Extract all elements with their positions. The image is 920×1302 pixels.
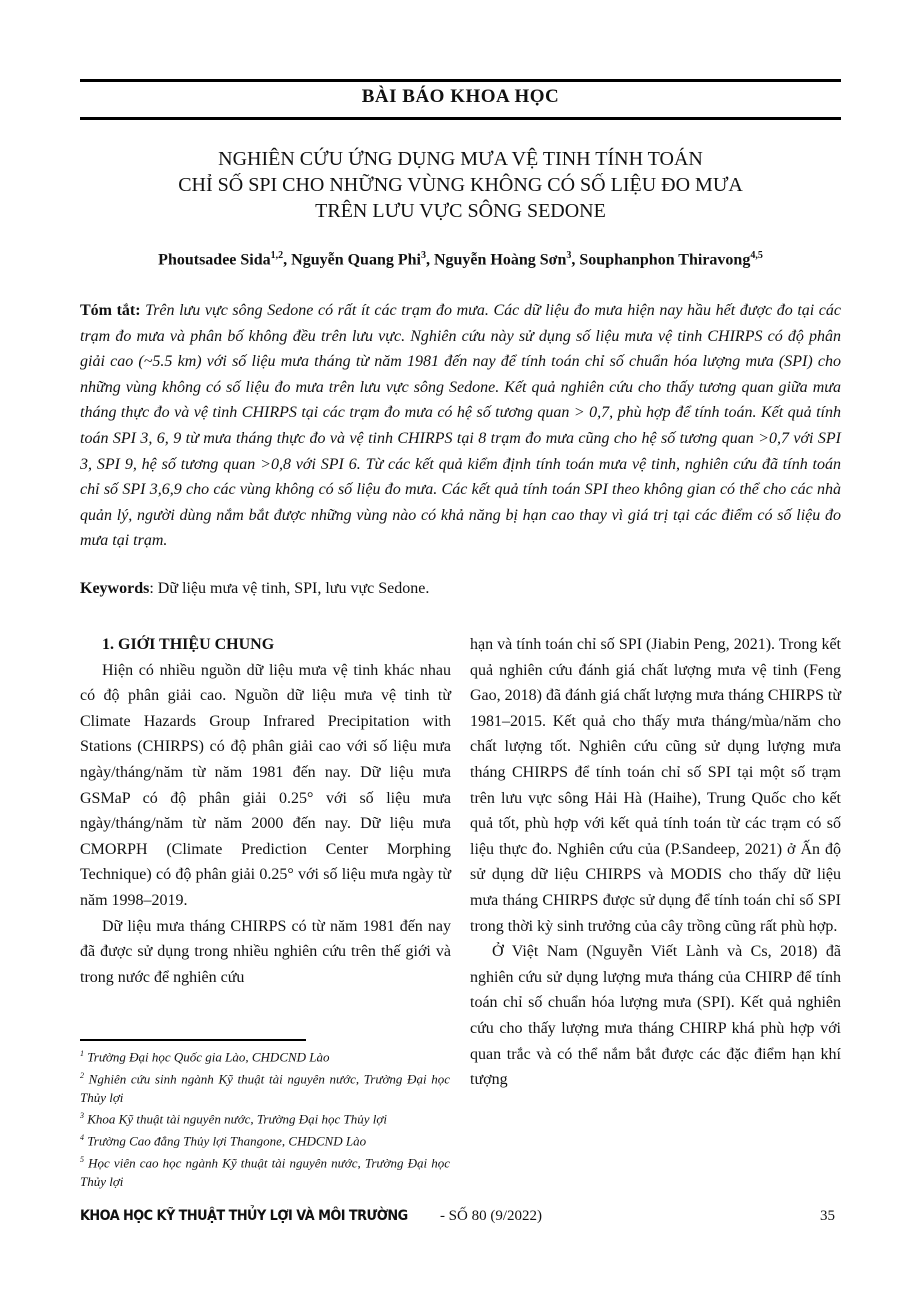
author-affiliation: 3	[420, 250, 426, 261]
page-number: 35	[820, 1208, 835, 1224]
keywords-label: Keywords	[80, 580, 150, 597]
title-line: NGHIÊN CỨU ỨNG DỤNG MƯA VỆ TINH TÍNH TOÁN	[218, 148, 703, 170]
footnotes	[80, 1045, 450, 1191]
footnote-text: Khoa Kỹ thuật tài nguyên nước, Trường Đại học Thủy lợi	[84, 1111, 387, 1127]
footnote	[80, 1129, 450, 1151]
section-label: BÀI BÁO KHOA HỌC	[361, 86, 560, 107]
journal-issue: - SỐ 80 (9/2022)	[436, 1208, 543, 1224]
keywords	[80, 580, 841, 598]
footnote-number: 2	[80, 1070, 84, 1080]
footnote-number: 5	[80, 1154, 84, 1164]
header-bottom-rule	[80, 117, 841, 120]
page-footer	[80, 1208, 542, 1225]
abstract-text: Trên lưu vực sông Sedone có rất ít các trạm đo mưa. Các dữ liệu đo mưa hiện nay hầu hết được đo tại các trạm đo mưa và phân bố không đều trên lưu vực. Nghiên cứu này sử dụng số liệu mưa vệ tinh CHIRPS có độ phân giải cao (~5.5 km) với số liệu mưa tháng từ năm 1981 đến nay để tính toán chỉ số chuẩn hóa lượng mưa (SPI) cho những vùng không có số liệu đo mưa trên lưu vực sông Sedone. Kết quả nghiên cứu cho thấy tương quan giữa mưa tháng thực đo và vệ tinh CHIRPS tại các trạm đo mưa có hệ số tương quan > 0,7, phù hợp để tính toán. Kết quả tính toán SPI 3, 6, 9 từ mưa tháng thực đo và vệ tinh CHIRPS tại 8 trạm đo mưa cũng cho hệ số tương quan >0,7 với SPI 3, SPI 9, hệ số tương quan >0,8 với SPI 6. Từ các kết quả kiểm định tính toán mưa vệ tinh, nghiên cứu đã tính toán chỉ số SPI 3,6,9 cho các vùng không có số liệu đo mưa. Các kết quả tính toán SPI theo không gian có thể cho các nhà quản lý, người dùng nắm bắt được những vùng nào có khả năng bị hạn cao thay vì giá trị tại các điểm có số liệu đo mưa tại trạm.	[80, 302, 842, 550]
title-line: TRÊN LƯU VỰC SÔNG SEDONE	[315, 200, 606, 222]
paper-title	[80, 146, 841, 224]
footnote	[80, 1067, 450, 1107]
paragraph: hạn và tính toán chỉ số SPI (Jiabin Peng, 2021). Trong kết quả nghiên cứu đánh giá chất lượng mưa vệ tinh (Feng Gao, 2018) đã đánh giá chất lượng mưa tháng CHIRPS từ 1981–2015. Kết quả cho thấy mưa tháng/mùa/năm cho chất lượng tốt. Nghiên cứu cũng sử dụng lượng mưa tháng CHIRPS để tính toán chỉ số SPI tại một số trạm trên lưu vực sông Hải Hà (Haihe), Trung Quốc cho kết quả tốt, phù hợp với kết quả tính toán từ các trạm có số liệu thực đo. Nghiên cứu của (P.Sandeep, 2021) ở Ấn độ sử dụng dữ liệu CHIRPS và MODIS cho thấy dữ liệu mưa tháng CHIRPS được sử dụng để tính toán chỉ số SPI trong thời kỳ sinh trưởng của cây trồng cũng rất phù hợp.	[470, 636, 841, 935]
author-name: Nguyễn Hoàng Sơn	[433, 251, 567, 269]
footnote-number: 4	[80, 1132, 84, 1142]
author-separator: ,	[283, 251, 292, 269]
footnote	[80, 1107, 450, 1129]
abstract	[80, 298, 841, 554]
author-separator: ,	[425, 251, 434, 269]
footnote-divider	[80, 1039, 306, 1041]
abstract-label: Tóm tắt:	[80, 302, 141, 319]
footnote-text: Học viên cao học ngành Kỹ thuật tài nguyên nước, Trường Đại học Thủy lợi	[80, 1155, 450, 1189]
journal-name: KHOA HỌC KỸ THUẬT THỦY LỢI VÀ MÔI TRƯỜNG	[80, 1208, 408, 1224]
footnote-number: 1	[80, 1049, 84, 1058]
paragraph: Ở Việt Nam (Nguyễn Viết Lành và Cs, 2018) đã nghiên cứu sử dụng lượng mưa tháng của CHIRP để tính toán chỉ số chuẩn hóa lượng mưa (SPI). Kết quả nghiên cứu cho thấy lượng mưa tháng CHIRP khá phù hợp với quan trắc và có thể nắm bắt được các đặc điểm hạn khí tượng	[470, 943, 841, 1089]
author-name: Phoutsadee Sida	[158, 251, 271, 269]
footnote-number: 3	[80, 1111, 84, 1121]
footnote	[80, 1045, 450, 1067]
keywords-text: : Dữ liệu mưa vệ tinh, SPI, lưu vực Sedone.	[149, 580, 430, 597]
footnote-text: Trường Đại học Quốc gia Lào, CHDCND Lào	[84, 1049, 330, 1065]
section-heading: 1. GIỚI THIỆU CHUNG	[102, 636, 275, 653]
left-column	[80, 632, 451, 990]
paragraph: Dữ liệu mưa tháng CHIRPS có từ năm 1981 đến nay đã được sử dụng trong nhiều nghiên cứu trên thế giới và trong nước để nghiên cứu	[80, 917, 451, 986]
author-list	[80, 250, 841, 269]
footnote	[80, 1151, 450, 1191]
footnote-text: Nghiên cứu sinh ngành Kỹ thuật tài nguyên nước, Trường Đại học Thủy lợi	[80, 1071, 450, 1105]
right-column	[470, 632, 841, 1093]
title-line: CHỈ SỐ SPI CHO NHỮNG VÙNG KHÔNG CÓ SỐ LIỆU ĐO MƯA	[178, 174, 743, 196]
author-affiliation: 3	[566, 250, 572, 261]
author-separator: ,	[571, 251, 580, 269]
top-rule	[80, 79, 841, 82]
footnote-text: Trường Cao đẳng Thủy lợi Thangone, CHDCND Lào	[84, 1133, 367, 1149]
author-affiliation: 4,5	[750, 250, 763, 261]
author-name: Souphanphon Thiravong	[579, 251, 751, 269]
paragraph: Hiện có nhiều nguồn dữ liệu mưa vệ tinh khác nhau có độ phân giải cao. Nguồn dữ liệu mưa vệ tinh từ Climate Hazards Group Infrared Precipitation with Stations (CHIRPS) có độ phân giải cao với số liệu mưa ngày/tháng/năm từ năm 1981 đến nay. Dữ liệu mưa GSMaP có độ phân giải 0.25° với số liệu mưa ngày/tháng/năm từ năm 2000 đến nay. Dữ liệu mưa CMORPH (Climate Prediction Center Morphing Technique) có độ phân giải 0.25° với số liệu mưa ngày từ năm 1998–2019.	[80, 661, 451, 909]
author-affiliation: 1,2	[270, 250, 284, 261]
author-name: Nguyễn Quang Phi	[291, 251, 421, 269]
